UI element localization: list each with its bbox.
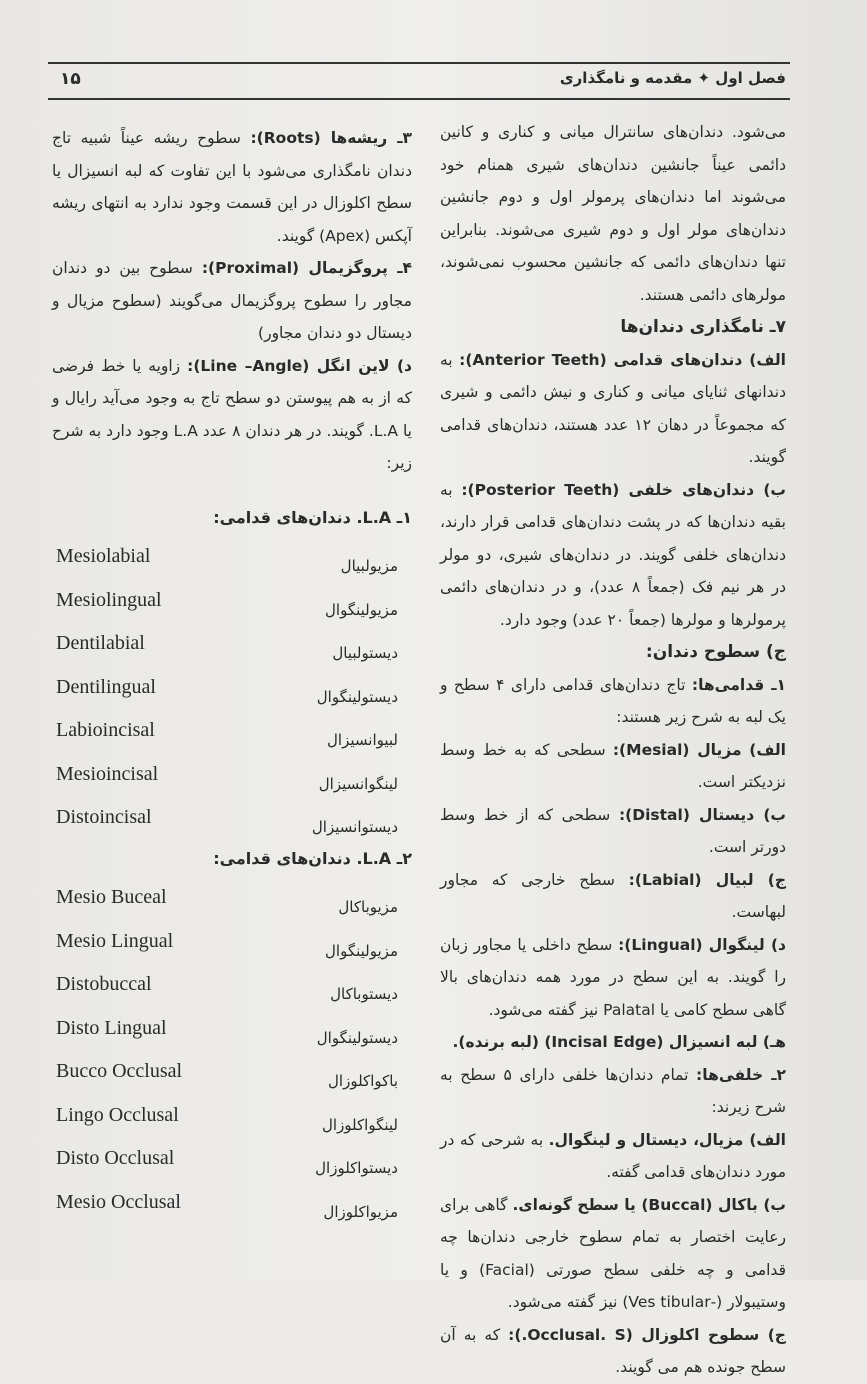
chapter-title: فصل اول ✦ مقدمه و نامگذاری (559, 69, 786, 87)
line-angle-title: د) لاین انگل (Line –Angle): (187, 356, 412, 375)
term-row (52, 1049, 412, 1093)
section-7-heading: ۷ـ نامگذاری دندان‌ها (620, 317, 786, 337)
term-en: Distobuccal (56, 973, 152, 995)
left-column (52, 122, 412, 1223)
roots-text: سطوح ریشه عیناً شبیه تاج دندان نامگذاری می‌شود با این تفاوت که لبه انسیزال یا سطح اکلوزال در این قسمت وجود ندارد به انتهای ریشه آپکس (Apex) گویند. (52, 129, 412, 245)
term-fa: دیستولینگوال (316, 1028, 398, 1047)
term-en: Dentilingual (56, 675, 156, 698)
term-en: Distoincisal (56, 806, 152, 828)
right-column (440, 116, 786, 1384)
anterior-teeth-title: الف) دندان‌های قدامی (Anterior Teeth): (459, 350, 786, 369)
occlusal-text: که به آن سطح جونده هم می گویند. (440, 1325, 786, 1376)
term-row (52, 665, 412, 709)
mdl-paragraph (440, 1124, 786, 1189)
mesial-text: سطحی که به خط وسط نزدیکتر است. (440, 740, 786, 791)
posterior-teeth-text: به بقیه دندان‌ها که در پشت دندان‌های قدامی قرار دارند، دندان‌های خلفی گویند. در دندان‌های شیری، دو مولر در هر نیم فک (جمعاً ۸ عدد)، و در دندان‌های دائمی پرمولرها و مولرها (جمعاً ۲۰ عدد) وجود دارد. (440, 480, 786, 629)
incisal-title: هـ) لبه انسیزال (Incisal Edge) (لبه برنده). (452, 1033, 786, 1051)
term-en: Dentilabial (56, 632, 145, 654)
term-row (52, 875, 412, 919)
lingual-paragraph (440, 929, 786, 1027)
mdl-title: الف) مزیال، دیستال و لینگوال. (548, 1130, 786, 1149)
term-fa: مزیواکلوزال (323, 1202, 398, 1221)
posterior-teeth-paragraph (440, 474, 786, 637)
surfaces-heading: ج) سطوح دندان: (645, 642, 786, 662)
term-row (52, 578, 412, 622)
occlusal-paragraph (440, 1319, 786, 1384)
term-fa: مزیولبیال (340, 557, 398, 575)
term-row (52, 534, 412, 578)
posterior-teeth-title: ب) دندان‌های خلفی (Posterior Teeth): (461, 480, 786, 499)
term-en: Disto Occlusal (56, 1147, 175, 1169)
line-angle-paragraph (52, 350, 412, 480)
roots-title: ۳ـ ریشه‌ها (Roots): (250, 129, 412, 147)
term-fa: لینگواکلوزال (322, 1115, 398, 1134)
distal-text: سطحی که از خط وسط دورتر است. (440, 805, 786, 856)
term-row (52, 962, 412, 1006)
term-row (52, 795, 412, 839)
term-fa: مزیوباکال (338, 898, 398, 916)
line-angle-text: زاویه یا خط فرضی که از به هم پیوستن دو سطح تاج به وجود می‌آید رایال و یا L.A. گویند. در هر دندان ۸ عدد L.A وجود دارد به شرح زیر: (52, 356, 412, 472)
anterior-teeth-text: به دندانهای ثنایای میانی و کناری و نیش دائمی و شیری که مجموعاً در دهان ۱۲ عدد هستند، دندان‌های قدامی گویند. (440, 350, 786, 466)
buccal-paragraph (440, 1189, 786, 1319)
proximal-text: سطوح بین دو دندان مجاور را سطوح پروگزیمال می‌گویند (سطوح مزیال و دیستال دو دندان مجاور) (52, 259, 412, 342)
la-anterior-list (52, 534, 412, 839)
roots-paragraph (52, 122, 412, 252)
term-en: Labioincisal (56, 719, 155, 741)
page-header (48, 62, 790, 100)
la-posterior-heading: ۲ـ L.A. دندان‌های قدامی: (213, 848, 412, 868)
buccal-text: گاهی برای رعایت اختصار به تمام سطوح خارجی دندان‌ها چه قدامی و چه خلفی سطح صورتی (Facial) و یا وستیبولار (-Ves tibular) نیز گفته می‌شود. (440, 1195, 786, 1311)
term-row (52, 919, 412, 963)
term-en: Mesioincisal (56, 762, 159, 785)
term-fa: مزیولینگوال (325, 941, 398, 960)
labial-paragraph (440, 864, 786, 929)
mdl-text: به شرحی که در مورد دندان‌های قدامی گفته. (440, 1130, 786, 1181)
posteriors-text: تمام دندان‌ها خلفی دارای ۵ سطح به شرح زیرند: (440, 1065, 786, 1116)
term-fa: مزیولینگوال (325, 600, 398, 619)
incisal-paragraph (440, 1026, 786, 1059)
term-fa: دیستولبیال (332, 644, 398, 662)
term-row (52, 1093, 412, 1137)
mesial-title: الف) مزیال (Mesial): (612, 740, 786, 759)
term-row (52, 752, 412, 796)
term-row (52, 1180, 412, 1224)
term-en: Mesio Lingual (56, 929, 174, 952)
term-fa: لینگوانسیزال (318, 774, 398, 793)
term-en: Mesiolabial (56, 545, 151, 567)
term-en: Disto Lingual (56, 1016, 167, 1039)
term-en: Mesiolingual (56, 588, 162, 611)
term-fa: دیستواکلوزال (315, 1159, 398, 1177)
anteriors-paragraph (440, 669, 786, 734)
term-row (52, 1136, 412, 1180)
posteriors-paragraph (440, 1059, 786, 1124)
mesial-paragraph (440, 734, 786, 799)
term-en: Mesio Buceal (56, 886, 167, 908)
distal-title: ب) دیستال (Distal): (618, 805, 786, 824)
term-fa: لبیوانسیزال (327, 731, 398, 749)
anteriors-text: تاج دندان‌های قدامی دارای ۴ سطح و یک لبه به شرح زیر هستند: (440, 675, 786, 726)
term-en: Mesio Occlusal (56, 1190, 181, 1213)
term-fa: دیستوباکال (330, 985, 398, 1003)
labial-text: سطح خارجی که مجاور لبهاست. (440, 870, 786, 921)
term-en: Lingo Occlusal (56, 1103, 179, 1126)
la-anterior-heading: ۱ـ L.A. دندان‌های قدامی: (213, 507, 412, 527)
anteriors-title: ۱ـ قدامی‌ها: (691, 675, 787, 694)
proximal-title: ۴ـ پروگزیمال (Proximal): (201, 259, 412, 277)
proximal-paragraph (52, 252, 412, 350)
occlusal-title: ج) سطوح اکلوزال (Occlusal. S.): (508, 1325, 786, 1344)
labial-title: ج) لبیال (Labial): (628, 870, 786, 889)
term-fa: دیستولینگوال (316, 687, 398, 706)
page-number: ۱۵ (60, 69, 81, 89)
term-en: Bucco Occlusal (56, 1060, 183, 1082)
term-fa: دیستوانسیزال (311, 818, 398, 836)
term-fa: باکواکلوزال (328, 1072, 398, 1090)
lingual-text: سطح داخلی یا مجاور زبان را گویند. به این سطح در مورد همه دندان‌های بالا گاهی سطح کامی یا Palatal نیز گفته می‌شود. (440, 935, 786, 1019)
lingual-title: د) لینگوال (Lingual): (618, 935, 786, 954)
term-row (52, 621, 412, 665)
distal-paragraph (440, 799, 786, 864)
term-row (52, 708, 412, 752)
buccal-title: ب) باکال (Buccal) یا سطح گونه‌ای. (512, 1195, 786, 1214)
anterior-teeth-paragraph (440, 344, 786, 474)
posteriors-title: ۲ـ خلفی‌ها: (696, 1065, 786, 1084)
intro-paragraph: می‌شود. دندان‌های سانترال میانی و کناری و کانین دائمی عیناً جانشین دندان‌های شیری همنام خود می‌شوند اما دندان‌های پرمولر اول و دوم جانشین دندان‌های مولر اول و دوم شیری می‌شوند. بنابراین تنها دندان‌های دائمی که جانشین محسوب نمی‌شوند، مولرهای دائمی هستند. (440, 123, 786, 304)
term-row (52, 1006, 412, 1050)
la-posterior-list (52, 875, 412, 1223)
